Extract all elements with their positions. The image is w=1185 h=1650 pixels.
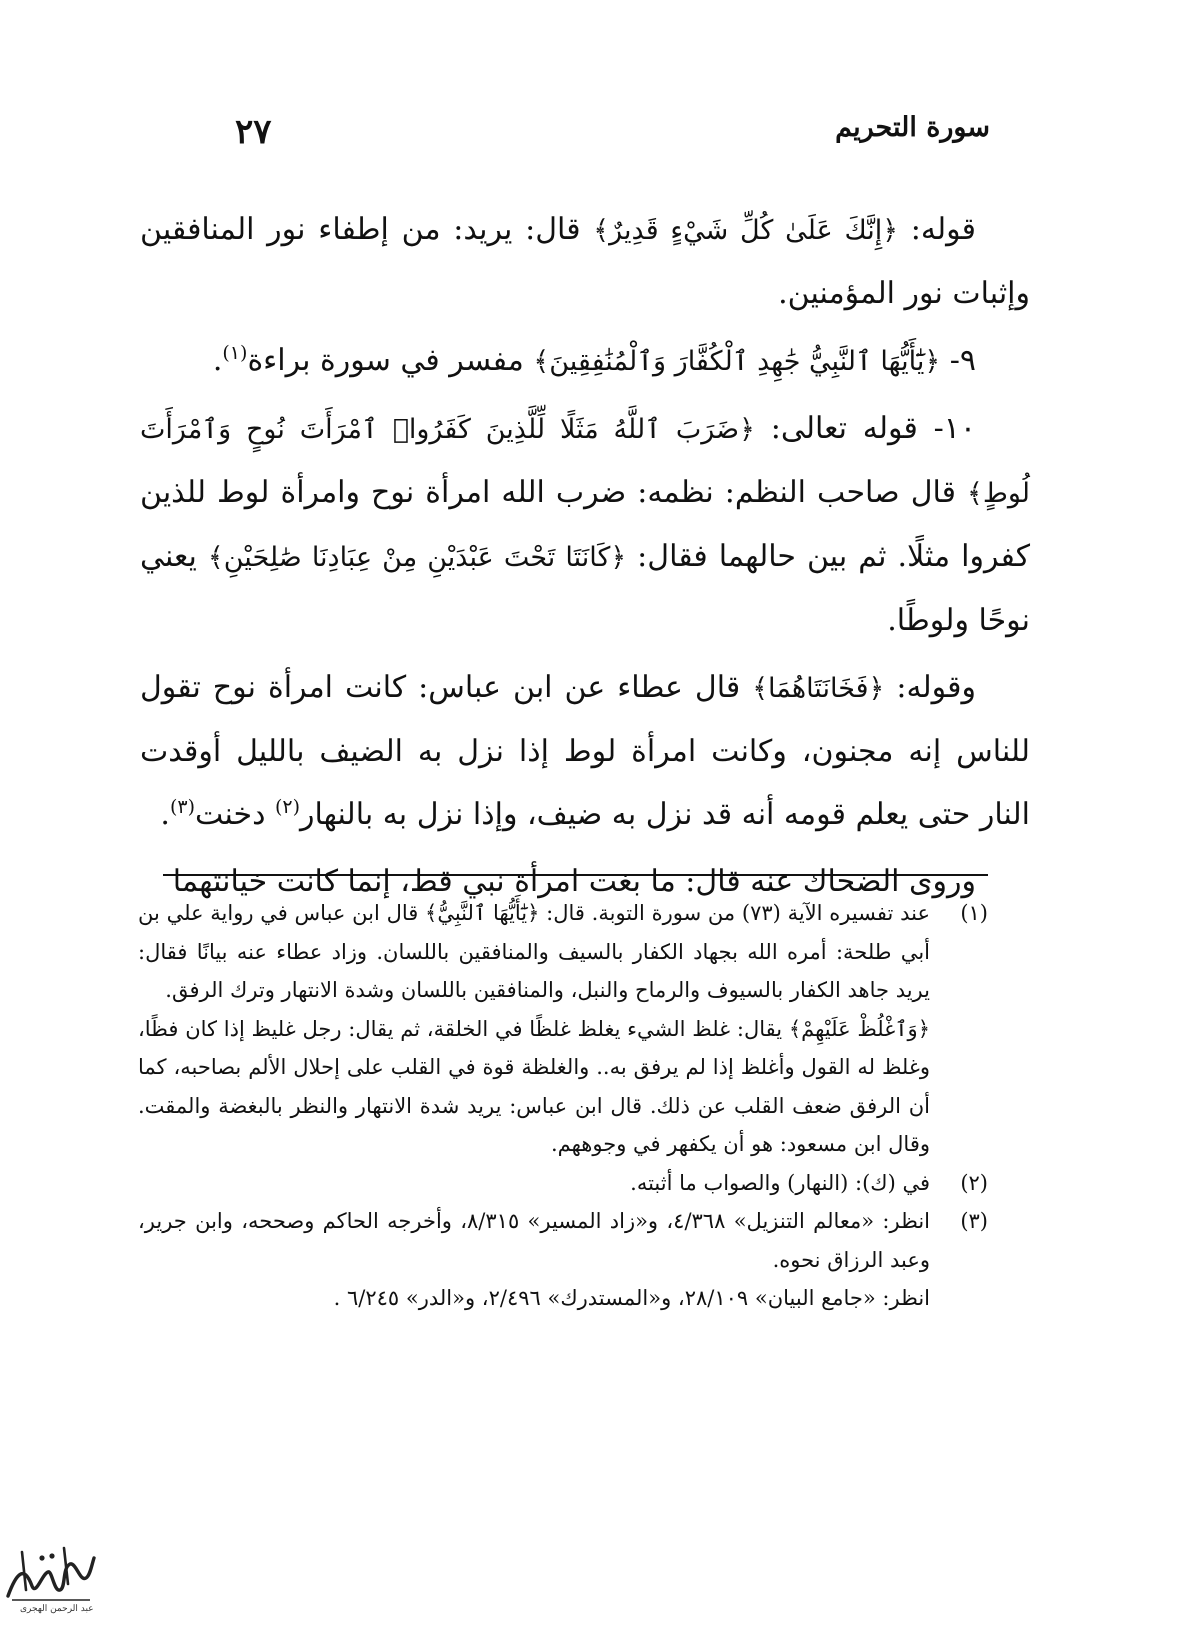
text-span: قال صاحب النظم: نظمه: ضرب الله امرأة نوح وامرأة لوط للذين كفروا مثلًا. ثم بين حالهما فقال: [140, 475, 1030, 574]
footnote-number: (٢) [960, 1170, 988, 1195]
paragraph-1 [140, 198, 1030, 325]
watermark-text: عبد الرحمن الهجرى [20, 1604, 94, 1614]
quran-quote: ﴿وَٱغْلُظْ عَلَيْهِمْ﴾ [788, 1016, 930, 1041]
footnote-text [138, 894, 930, 1010]
text-span: قال: يريد: من إطفاء نور المنافقين وإثبات نور المؤمنين. [140, 212, 1030, 311]
footnote-number: (٣) [960, 1209, 988, 1233]
main-text [140, 198, 1030, 913]
footnote-ref-2[interactable]: (٢) [274, 796, 301, 818]
text-span: ١٠- قوله تعالى: [754, 411, 976, 446]
text-span: . [212, 343, 223, 378]
footnote-text [138, 1010, 930, 1164]
quran-quote: ﴿يَٰٓأَيُّهَا ٱلنَّبِيُّ﴾ [425, 901, 540, 925]
text-span: قال ابن عباس في رواية علي بن أبي طلحة: أمره الله بجهاد الكفار بالسيف والمنافقين باللسان. وزاد عطاء عنه بيانًا فقال: يريد جاهد الكفار بالسيوف والرماح والنبل، والمنافقين باللسان وشدة الانتهار وترك الرفق. [138, 901, 930, 1002]
quran-quote: ﴿فَخَانَتَاهُمَا﴾ [752, 673, 885, 704]
paragraph-2 [140, 329, 1030, 393]
text-span: يقال: غلظ الشيء يغلظ غلظًا في الخلقة، ثم يقال: رجل غليظ إذا كان فظًا، وغلظ له القول وأغلظ إذا لم يرفق به.. والغلظة قوة في القلب على إحلال الألم بصاحبه، كما أن الرفق ضعف القلب عن ذلك. قال ابن عباس: يريد شدة الانتهار والنظر بالبغضة والمقت. وقال ابن مسعود: هو أن يكفهر في وجوههم. [138, 1016, 930, 1156]
text-span: قوله: [898, 212, 976, 247]
text-span: ٩- [940, 343, 976, 378]
footnotes [138, 894, 988, 1318]
footnote-text: انظر: «جامع البيان» ٢٨/١٠٩، و«المستدرك» ٢/٤٩٦، و«الدر» ٦/٢٤٥ . [333, 1286, 930, 1310]
watermark-logo [2, 1534, 98, 1616]
page-number: ٢٧ [235, 112, 272, 152]
footnote-number: (١) [960, 901, 988, 925]
surah-title: سورة التحريم [835, 112, 990, 143]
footnote-3 [138, 1202, 988, 1318]
text-span: مفسر في سورة براءة [247, 343, 534, 378]
footnote-ref-3[interactable]: (٣) [169, 796, 196, 818]
footnote-1 [138, 894, 988, 1164]
text-span: يعني نوحًا ولوطًا. [140, 539, 1030, 638]
text-span: قال عطاء عن ابن عباس: كانت امرأة نوح تقول للناس إنه مجنون، وكانت امرأة لوط إذا نزل به الضيف بالليل أوقدت النار حتى يعلم قومه أنه قد نزل به ضيف، وإذا نزل به بالنهار [140, 670, 1030, 832]
paragraph-4 [140, 656, 1030, 846]
footnote-divider [163, 874, 988, 876]
footnote-text: في (ك): (النهار) والصواب ما أثبته. [630, 1170, 930, 1195]
paragraph-5: وروى الضحاك عنه قال: ما بغت امرأة نبي قط، إنما كانت خيانتهما [172, 864, 976, 899]
footnote-text: انظر: «معالم التنزيل» ٤/٣٦٨، و«زاد المسير» ٨/٣١٥، وأخرجه الحاكم وصححه، وابن جرير، وعبد الرزاق نحوه. [138, 1209, 930, 1272]
text-span: دخنت [195, 797, 275, 832]
footnote-ref-1[interactable]: (١) [222, 342, 248, 364]
quran-quote: ﴿ضَرَبَ ٱللَّهُ مَثَلًا لِّلَّذِينَ كَفَرُوا۟ ٱمْرَأَتَ نُوحٍ وَٱمْرَأَتَ لُوطٍ﴾ [140, 414, 1030, 509]
footnote-2 [138, 1164, 988, 1203]
page-header [210, 112, 990, 162]
paragraph-3 [140, 397, 1030, 652]
text-span: . [160, 797, 170, 832]
quran-quote: ﴿كَانَتَا تَحْتَ عَبْدَيْنِ مِنْ عِبَادِنَا صَٰلِحَيْنِ﴾ [207, 542, 627, 573]
quran-quote: ﴿إِنَّكَ عَلَىٰ كُلِّ شَيْءٍ قَدِيرٌ﴾ [593, 215, 899, 246]
quran-quote: ﴿يَٰٓأَيُّهَا ٱلنَّبِيُّ جَٰهِدِ ٱلْكُفَّارَ وَٱلْمُنَٰفِقِينَ﴾ [533, 346, 941, 377]
text-span: عند تفسيره الآية (٧٣) من سورة التوبة. قال: [539, 901, 930, 925]
text-span: وقوله: [884, 670, 976, 705]
